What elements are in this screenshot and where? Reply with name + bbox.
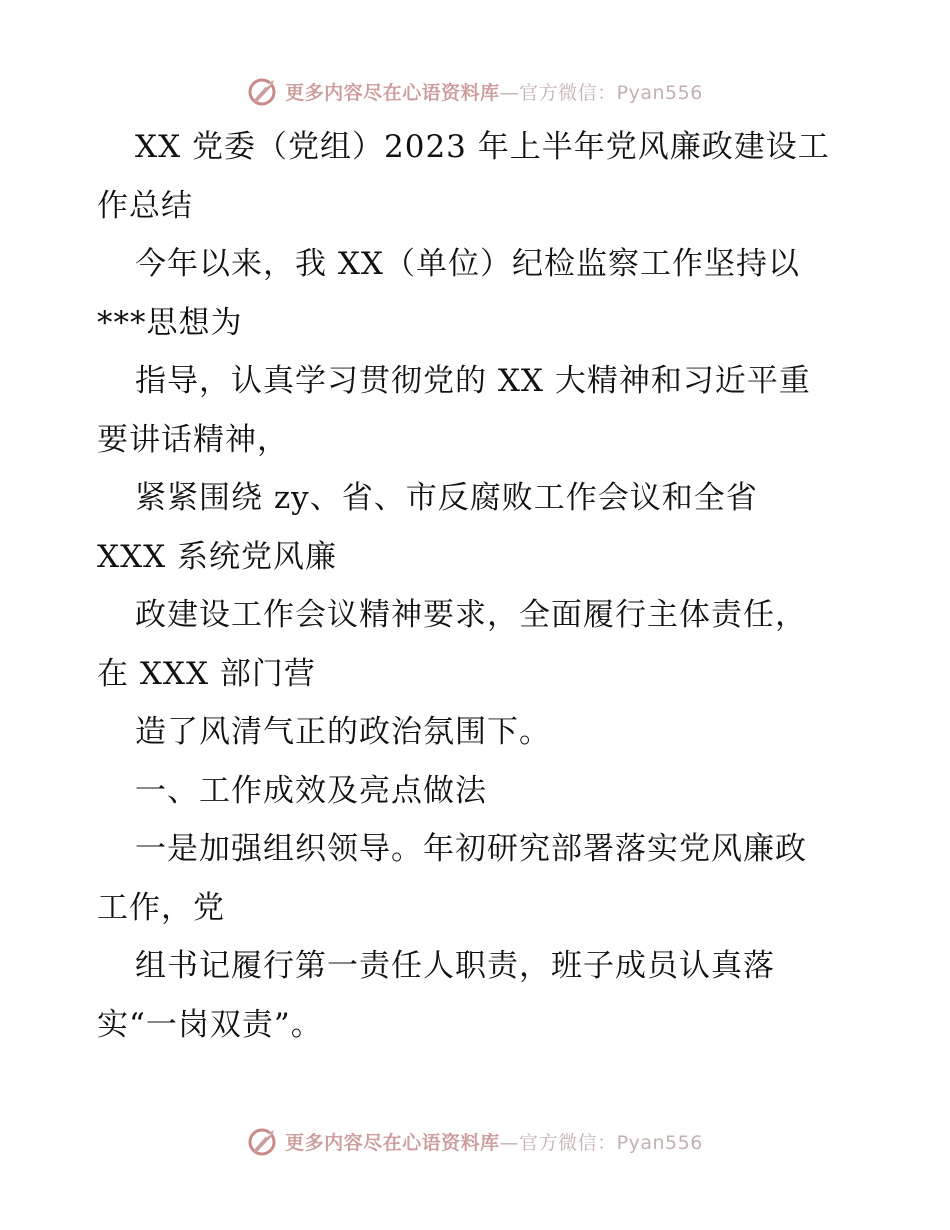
paragraph-line: 在 XXX 部门营 — [97, 655, 316, 692]
watermark-contact-text: 官方微信：Pyan556 — [519, 81, 703, 104]
watermark-text — [285, 1128, 703, 1155]
paragraph-line: 政建设工作会议精神要求，全面履行主体责任， — [135, 597, 807, 633]
document-body — [97, 118, 857, 1054]
pen-logo-icon — [247, 75, 279, 107]
section-heading: 一、工作成效及亮点做法 — [135, 772, 487, 809]
watermark-contact-text: 官方微信：Pyan556 — [519, 1131, 703, 1154]
paragraph-line: 一是加强组织领导。年初研究部署落实党风廉政 — [135, 831, 807, 867]
paragraph-line: 造了风清气正的政治氛围下。 — [135, 714, 551, 750]
header-watermark — [0, 71, 950, 111]
paragraph-line: 实“一岗双责”。 — [97, 1006, 323, 1043]
footer-watermark — [0, 1121, 950, 1161]
paragraph-line: XXX 系统党风廉 — [97, 538, 338, 575]
watermark-text — [285, 78, 703, 105]
document-title-line-1: XX 党委（党组）2023 年上半年党风廉政建设工 — [135, 129, 830, 165]
watermark-site-text: 更多内容尽在心语资料库 — [285, 81, 500, 104]
document-title-line-2: 作总结 — [97, 187, 193, 224]
pen-logo-icon — [247, 1125, 279, 1157]
paragraph-line: 工作，党 — [97, 889, 225, 926]
watermark-separator: — — [499, 81, 520, 104]
paragraph-line: 组书记履行第一责任人职责，班子成员认真落 — [135, 948, 775, 984]
watermark-separator: — — [499, 1131, 520, 1154]
watermark-site-text: 更多内容尽在心语资料库 — [285, 1131, 500, 1154]
paragraph-line: ***思想为 — [97, 304, 243, 341]
paragraph-line: 紧紧围绕 zy、省、市反腐败工作会议和全省 — [135, 480, 758, 516]
paragraph-line: 要讲话精神， — [97, 421, 289, 458]
paragraph-line: 今年以来，我 XX（单位）纪检监察工作坚持以 — [135, 246, 800, 282]
paragraph-line: 指导，认真学习贯彻党的 XX 大精神和习近平重 — [135, 363, 811, 399]
